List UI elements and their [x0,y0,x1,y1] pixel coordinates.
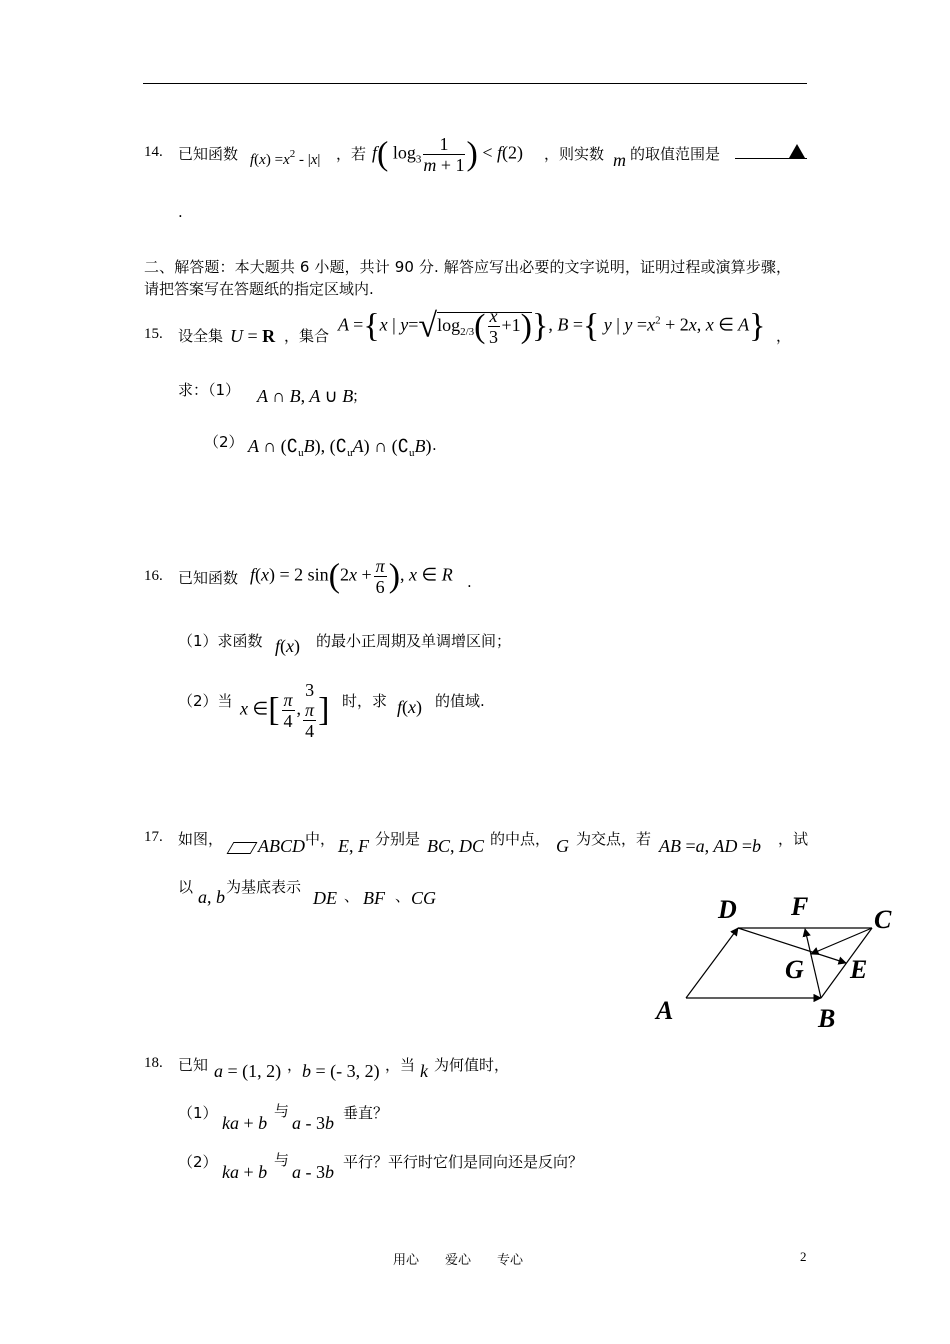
q15-set-def: A ={x | $y=√\log_{2/3}$( $\frac{x}{3}$ +1)}, B ={ y | $y =x^2 + 2x$, x ∈ A} [338,306,766,347]
q17-parallelogram: ABCD [230,836,305,857]
q16-p2-text2: 的值域. [435,692,485,710]
q15-part2-label: （2） [204,433,244,451]
q15-part2-end: . [432,436,437,454]
q17-vectors: AB =a, AD =b [659,836,761,856]
q14-var-m: m [613,150,626,170]
q17-line2a: 以 [178,878,194,896]
q16-p1-f: f(x) [275,636,301,656]
label-G: G [785,955,804,984]
q17-text2: 中， [305,830,336,848]
q18-p1-mid: 与 [274,1102,290,1120]
section2-line2: 请把答案写在答题纸的指定区域内. [144,280,374,298]
q17-text6: ，试 [778,830,809,848]
q17-number: 17. [144,829,163,845]
vector-AD [686,928,738,998]
q15-universe: U = R [230,326,276,346]
q17-text3: 分别是 [375,830,421,848]
q17-sep1: 、 [344,887,360,905]
page-number: 2 [800,1249,807,1264]
q15-text3: ， [776,327,792,345]
q16-p1-text: 的最小正周期及单调增区间； [316,632,512,650]
q17-text5: 为交点，若 [576,830,652,848]
q18-p2-expr1: ka + b [222,1162,268,1182]
label-E: E [850,955,868,984]
q17-text4: 的中点， [490,830,551,848]
q14-number: 14. [144,144,163,160]
q16-text1: 已知函数 [178,569,239,587]
q16-function-def: f(x) = 2 sin(2x + $\frac{\pi}{6}$ ), x ∈ R [250,556,453,597]
q15-part1-end: ； [352,387,368,405]
parallelogram-figure [640,885,910,1045]
q15-part1-expr: A ∩ B, A ∪ B [257,386,354,406]
q17-line2b: 为基底表示 [226,878,302,896]
q18-text4: 为何值时， [434,1056,510,1074]
q16-number: 16. [144,568,163,584]
triangle-icon [789,144,805,158]
q17-EF: E, F [338,836,369,856]
q15-text1: 设全集 [178,327,224,345]
q15-text2: ，集合 [284,327,330,345]
q16-p2-text1: 时，求 [342,692,388,710]
q18-vector-a: a = (1, 2) [214,1061,282,1081]
label-C: C [874,905,892,934]
label-D: D [718,895,737,924]
label-B: B [818,1004,836,1033]
q17-CG: CG [411,888,437,908]
q17-G: G [556,836,569,856]
vector-BF [805,929,821,998]
q18-p1-end: 垂直？ [343,1104,389,1122]
answer-blank [735,144,807,163]
q15-part2-expr: A ∩ $(∁_uB)$, $(∁_uA)$ ∩ $(∁_uB)$ [248,436,432,459]
q18-vector-b: b = (- 3, 2) [302,1061,380,1081]
q16-text1-end: . [467,573,472,591]
q17-basis: a, b [198,887,225,907]
parallelogram-icon [227,842,258,854]
q18-text3: ，当 [385,1056,416,1074]
q18-p2-expr2: a - 3b [292,1162,334,1182]
label-A: A [656,996,674,1025]
q18-p2-end: 平行？平行时它们是同向还是反向？ [343,1153,584,1171]
q18-text2: ， [287,1056,303,1074]
q18-p2-label: （2） [178,1153,218,1171]
q16-p2-interval: x ∈[ $\frac{\pi}{4}$ , 3 π 4 ] [240,680,330,741]
q14-text3: ，则实数 [544,145,605,163]
section2-line1: 二、解答题：本大题共 6 小题，共计 90 分. 解答应写出必要的文字说明，证明过程或演算步骤， [144,258,792,276]
label-F: F [791,892,809,921]
footer-motto: 用心 爱心 专心 [393,1253,524,1268]
q18-p1-expr2: a - 3b [292,1113,334,1133]
q18-var-k: k [420,1061,428,1081]
q17-text1: 如图， [178,830,224,848]
q17-DE: DE [313,888,337,908]
q18-p1-label: （1） [178,1104,218,1122]
q18-p1-expr1: ka + b [222,1113,268,1133]
q17-sep2: 、 [395,887,411,905]
q15-ask: 求：（1） [178,381,241,399]
q15-number: 15. [144,326,163,342]
q17-BF: BF [363,888,385,908]
q14-condition: f( $\log_3$ $\frac{1}{m + 1}$ ) < f(2) [372,134,524,175]
header-rule [143,83,807,84]
q14-text2: ，若 [336,145,367,163]
q16-p2-label: （2）当 [178,692,233,710]
q18-number: 18. [144,1055,163,1071]
q18-text1: 已知 [178,1056,209,1074]
q14-period: . [178,203,183,221]
q16-p1-label: （1）求函数 [178,632,263,650]
q14-text1: 已知函数 [178,145,239,163]
q14-function-def: $f(x) =x^2 - |x|$ [250,148,321,168]
q17-BCDC: BC, DC [427,836,485,856]
q14-text4: 的取值范围是 [630,145,721,163]
q18-p2-mid: 与 [274,1151,290,1169]
q16-p2-f: f(x) [397,697,423,717]
